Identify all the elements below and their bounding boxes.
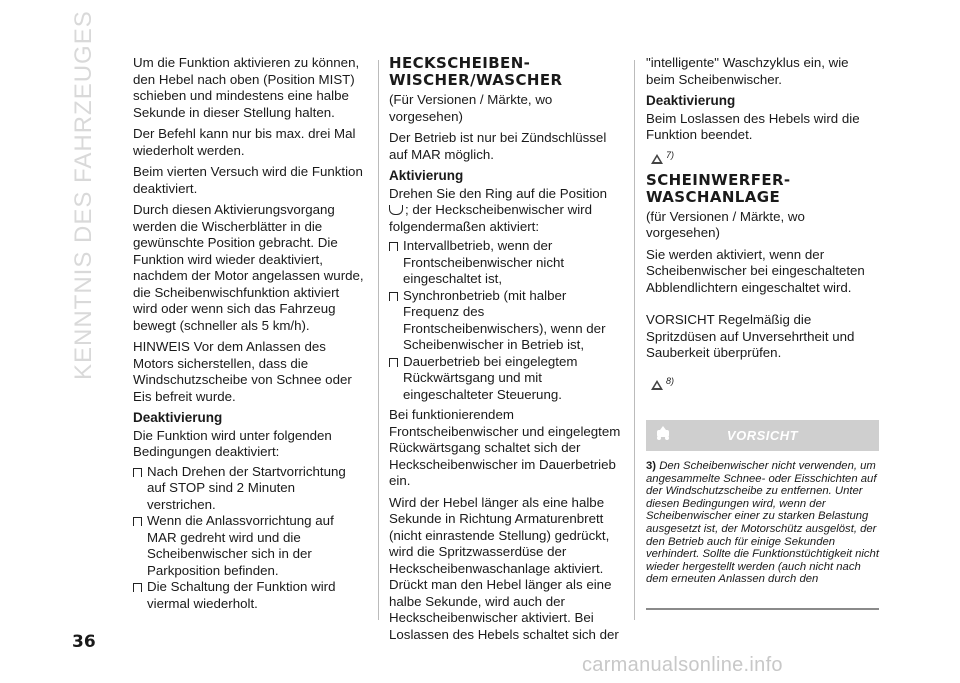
paragraph: Um die Funktion aktivieren zu können, den Hebel nach oben (Position MIST) schieben und mindestens eine halbe Sekunde in dieser Stellung halten. [133, 55, 360, 120]
paragraph: "intelligente" Waschzyklus ein, wie beim Scheibenwischer. [646, 55, 849, 87]
bullet-icon [389, 292, 398, 301]
paragraph: Die Funktion wird unter folgenden Bedingungen deaktiviert: [133, 427, 332, 459]
section-heading-scheinwerferwaschanlage: SCHEINWERFER-WASCHANLAGE [646, 170, 791, 206]
subheading-aktivierung: Aktivierung [389, 168, 464, 183]
bullet-icon [389, 242, 398, 251]
page-number: 36 [72, 632, 96, 652]
paragraph: Der Befehl kann nur bis max. drei Mal wiederholt werden. [133, 126, 356, 158]
warning-triangle-icon [651, 154, 663, 164]
footnote-ref[interactable]: 8) [648, 372, 879, 390]
column-1 [133, 55, 366, 612]
section-heading-heckscheibenwischer: HECKSCHEIBEN-WISCHER/WASCHER [389, 54, 563, 89]
footnote-ref[interactable]: 7) [648, 146, 879, 164]
bullet-icon [133, 583, 142, 592]
list-item: Dauerbetrieb bei eingelegtem Rückwärtsgang und mit eingeschalteter Steuerung. [389, 354, 625, 404]
watermark: carmanualsonline.info [582, 654, 783, 676]
subheading-deaktivierung: Deaktivierung [133, 410, 223, 425]
warning-text: Den Scheibenwischer nicht verwenden, um angesammelte Schnee- oder Eisschichten auf der Windschutzscheibe zu entfernen. Unter diesen Bedingungen wird, wenn der Scheibenwischer einer zu starken Belastung ausgesetzt ist, der Motorschütz ausgelöst, der den Betrieb auch für einige Sekunden verhindert. Sollte die Funktionstüchtigkeit nicht wieder hergestellt werden (auch nicht nach dem erneuten Anlassen durch den [646, 460, 879, 586]
bullet-icon [389, 358, 398, 367]
paragraph: (für Versionen / Märkte, wo vorgesehen) [646, 208, 805, 240]
warning-triangle-icon [651, 380, 663, 390]
warning-text-box [646, 460, 879, 610]
rear-wiper-icon [389, 205, 403, 215]
column-divider [378, 60, 379, 620]
paragraph: Sie werden aktiviert, wenn der Scheibenwischer bei eingeschalteten Abblendlichtern eingeschaltet wird. [646, 246, 865, 295]
paragraph: Bei funktionierendem Frontscheibenwischer und eingelegtem Rückwärtsgang schaltet sich der Heckscheibenwischer im Dauerbetrieb ein. [389, 407, 621, 488]
paragraph: Drehen Sie den Ring auf die Position ; der Heckscheibenwischer wird folgendermaßen aktiviert: [389, 185, 608, 234]
column-divider [634, 60, 635, 620]
note-paragraph: HINWEIS Vor dem Anlassen des Motors sicherstellen, dass die Windschutzscheibe von Schnee oder Eis befreit wurde. [133, 339, 352, 404]
list-item: Intervallbetrieb, wenn der Frontscheibenwischer nicht eingeschaltet ist, [389, 238, 625, 288]
paragraph: (Für Versionen / Märkte, wo vorgesehen) [389, 92, 553, 124]
bullet-icon [133, 517, 142, 526]
paragraph: Wird der Hebel länger als eine halbe Sekunde in Richtung Armaturenbrett (nicht einrastende Stellung) gedrückt, wird die Spritzwasserdüse der Heckscheibenwaschanlage aktiviert. Drückt man den Hebel länger als eine halbe Sekunde, wird auch der Heckscheibenwischer aktiviert. Bei Loslassen des Hebels schaltet sich der [389, 494, 619, 642]
list-item: Synchronbetrieb (mit halber Frequenz des Frontscheibenwischers), wenn der Scheibenwischer in Betrieb ist, [389, 288, 625, 354]
caution-paragraph: VORSICHT Regelmäßig die Spritzdüsen auf Unversehrtheit und Sauberkeit überprüfen. [646, 312, 855, 360]
bullet-icon [133, 468, 142, 477]
subheading-deaktivierung: Deaktivierung [646, 93, 736, 108]
list-item: Nach Drehen der Startvorrichtung auf STOP sind 2 Minuten verstrichen. [133, 464, 366, 514]
section-side-title: KENNTNIS DES FAHRZEUGES [70, 10, 97, 380]
paragraph: Durch diesen Aktivierungsvorgang werden die Wischerblätter in die gewünschte Position gebracht. Die Funktion wird wieder deaktiviert, nachdem der Motor angelassen wurde, die Scheibenwischfunktion aktiviert wird oder wenn sich das Fahrzeug bewegt (schneller als 5 km/h). [133, 202, 364, 333]
paragraph: Der Betrieb ist nur bei Zündschlüssel auf MAR möglich. [389, 130, 607, 162]
paragraph: Beim vierten Versuch wird die Funktion deaktiviert. [133, 164, 363, 196]
column-2 [389, 55, 625, 648]
list-item: Die Schaltung der Funktion wird viermal wiederholt. [133, 579, 366, 612]
warning-label: VORSICHT [726, 428, 799, 443]
paragraph: Beim Loslassen des Hebels wird die Funktion beendet. [646, 110, 860, 142]
warning-banner [646, 420, 879, 451]
warning-number: 3) [646, 460, 657, 472]
list-item: Wenn die Anlassvorrichtung auf MAR gedreht wird und die Scheibenwischer sich in der Parkposition befinden. [133, 513, 366, 579]
column-3 [646, 55, 879, 398]
